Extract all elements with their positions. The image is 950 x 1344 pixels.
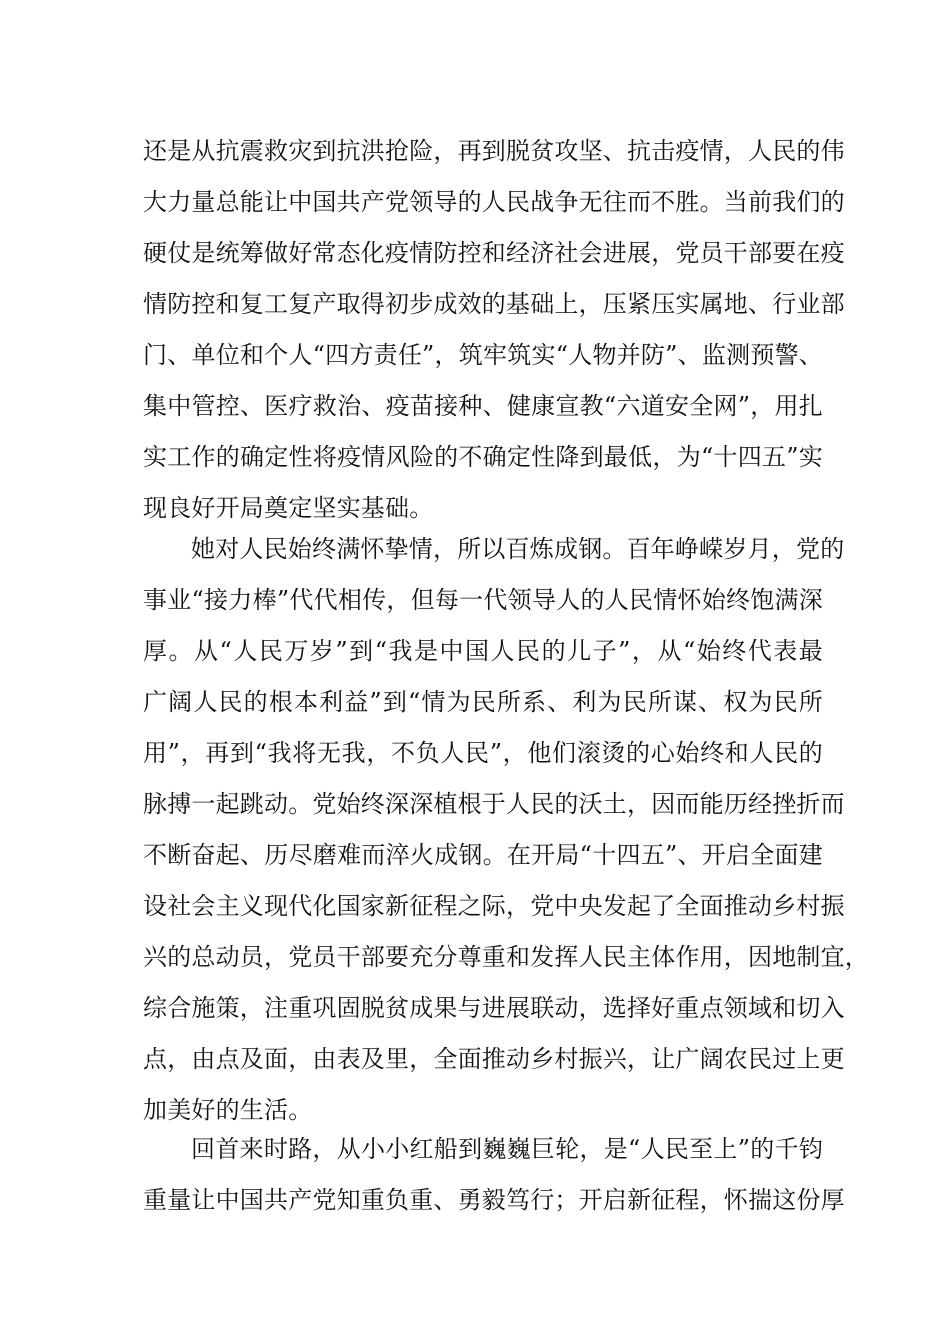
text-line: 现良好开局奠定坚实基础。 [143, 494, 434, 522]
paragraph-2 [143, 524, 869, 1136]
text-line: 她对人民始终满怀挚情，所以百炼成钢。百年峥嵘岁月，党的 [191, 535, 845, 563]
text-line: 集中管控、医疗救治、疫苗接种、健康宣教“六道安全网”，用扎 [143, 392, 823, 420]
text-line: 用”，再到“我将无我，不负人民”，他们滚烫的心始终和人民的 [143, 739, 823, 767]
text-line: 设社会主义现代化国家新征程之际，党中央发起了全面推动乡村振 [143, 892, 845, 920]
text-line: 大力量总能让中国共产党领导的人民战争无往而不胜。当前我们的 [143, 188, 845, 216]
paragraph-3 [143, 1124, 845, 1226]
text-line: 广阔人民的根本利益”到“情为民所系、利为民所谋、权为民所 [143, 688, 823, 716]
text-line: 还是从抗震救灾到抗洪抢险，再到脱贫攻坚、抗击疫情，人民的伟 [143, 137, 845, 165]
text-line: 点，由点及面，由表及里，全面推动乡村振兴，让广阔农民过上更 [143, 1045, 845, 1073]
text-line: 事业“接力棒”代代相传，但每一代领导人的人民情怀始终饱满深 [143, 586, 823, 614]
paragraph-1 [143, 126, 845, 534]
text-line: 加美好的生活。 [143, 1096, 313, 1124]
text-line: 不断奋起、历尽磨难而淬火成钢。在开局“十四五”、开启全面建 [143, 841, 823, 869]
text-line: 门、单位和个人“四方责任”，筑牢筑实“人物并防”、监测预警、 [143, 341, 823, 369]
text-line: 硬仗是统筹做好常态化疫情防控和经济社会进展，党员干部要在疫 [143, 239, 845, 267]
text-line: 回首来时路，从小小红船到巍巍巨轮，是“人民至上”的千钧 [191, 1135, 823, 1163]
text-line: 重量让中国共产党知重负重、勇毅笃行；开启新征程，怀揣这份厚 [143, 1186, 845, 1214]
text-line: 厚。从“人民万岁”到“我是中国人民的儿子”，从“始终代表最 [143, 637, 823, 665]
text-line: 脉搏一起跳动。党始终深深植根于人民的沃土，因而能历经挫折而 [143, 790, 845, 818]
text-line: 综合施策，注重巩固脱贫成果与进展联动，选择好重点领域和切入 [143, 994, 845, 1022]
text-line: 情防控和复工复产取得初步成效的基础上，压紧压实属地、行业部 [143, 290, 845, 318]
text-line: 兴的总动员，党员干部要充分尊重和发挥人民主体作用，因地制宜， [143, 943, 869, 971]
text-line: 实工作的确定性将疫情风险的不确定性降到最低，为“十四五”实 [143, 443, 823, 471]
